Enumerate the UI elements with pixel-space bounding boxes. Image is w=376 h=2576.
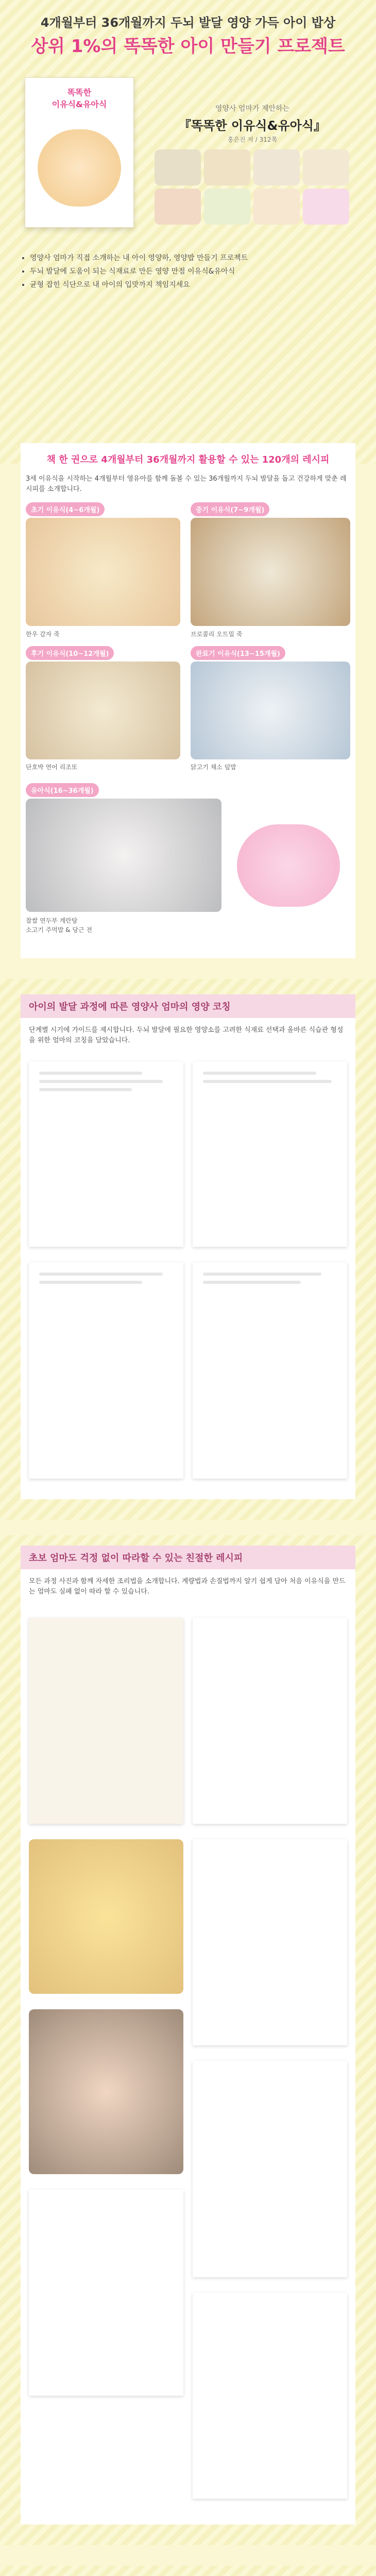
section-recipe-steps [21,1546,355,2524]
text-line [39,1072,142,1075]
text-line [39,1080,163,1083]
caption-5: 찹쌀 연두부 계란탕 [26,917,78,924]
hero-photo-5 [155,189,201,225]
stroller-illustration [237,824,340,907]
hero-line1: 4개월부터 36개월까지 두뇌 발달 영양 가득 아이 밥상 [40,15,336,30]
hero-photo-7 [253,189,300,225]
cover-photo [38,129,121,207]
hero-meta: 홍은진 저 / 312쪽 [227,136,278,143]
pumpkin-soup-photo [29,1839,183,1994]
toddler-meal-photo [29,2009,183,2174]
section-recipes [21,443,355,958]
caption-6: 소고기 주먹밥 & 당근 전 [26,926,92,934]
hero-photo-1 [155,149,201,185]
hero-photo-2 [204,149,250,185]
hero-section [0,0,376,464]
label-stage-2: 중기 이유식(7~9개월) [191,502,269,516]
hero-bullet: • 영양사 엄마가 직접 소개하는 내 아이 영양하, 영양밥 만들기 프로젝트 [30,252,365,263]
coaching-page-2 [193,1061,347,1247]
text-line [39,1281,142,1284]
text-line [39,1273,163,1276]
text-line [203,1080,332,1083]
recipe-photo-4 [191,662,350,759]
book-cover [25,77,134,228]
hero-photos [155,149,350,227]
label-stage-1: 초기 이유식(4~6개월) [26,502,105,516]
book-cover-title: 똑똑한 이유식&유아식 [52,88,107,109]
hero-bullet: • 두뇌 발달에 도움이 되는 식재료로 만든 영양 만점 이유식&유아식 [30,266,365,276]
text-line [203,1072,316,1075]
section-coaching [21,994,355,1499]
caption-3: 단호박 연어 리조또 [26,764,78,771]
caption-1: 한우 감자 죽 [26,631,60,638]
steps-page-1 [29,1618,183,1824]
text-line [203,1281,301,1284]
steps-page-6 [193,2293,347,2499]
coaching-page-3 [29,1262,183,1479]
recipe-photo-3 [26,662,180,759]
label-stage-4: 완료기 이유식(13~15개월) [191,646,285,660]
section1-title: 책 한 권으로 4개월부터 36개월까지 활용할 수 있는 120개의 레시피 [46,454,330,465]
caption-4: 닭고기 채소 덮밥 [191,764,236,771]
section3-title: 초보 엄마도 걱정 없이 따라할 수 있는 친절한 레시피 [21,1546,355,1569]
hero-photo-6 [204,189,250,225]
text-line [203,1273,321,1276]
hero-subtitle: 영양사 엄마가 제안하는 [215,105,290,113]
section-mealplan-bg [0,2566,376,2576]
steps-page-5 [29,2190,183,2396]
hero-line2: 상위 1%의 똑똑한 아이 만들기 프로젝트 [31,36,345,57]
label-stage-3: 후기 이유식(10~12개월) [26,646,114,660]
caption-2: 브로콜리 오트밀 죽 [191,631,243,638]
hero-photo-8 [303,189,349,225]
hero-photo-3 [253,149,300,185]
steps-page-4 [193,2061,347,2277]
steps-page-3 [193,1839,347,2045]
coaching-page-4 [193,1262,347,1479]
recipe-photo-2 [191,518,350,626]
section2-desc: 단계별 시기에 가이드를 제시합니다. 두뇌 발달에 필요한 영양소를 고려한 식재료 선택과 올바른 식습관 형성을 위한 엄마의 코칭을 담았습니다. [29,1026,344,1044]
section2-title: 아이의 발달 과정에 따른 영양사 엄마의 영양 코칭 [21,994,355,1018]
text-line [39,1088,132,1091]
recipe-photo-1 [26,518,180,626]
hero-title: 『똑똑한 이유식&유아식』 [179,118,326,133]
hero-bullet: • 균형 잡힌 식단으로 내 아이의 입맛까지 책임지세요 [30,279,365,290]
label-stage-5: 유아식(16~36개월) [26,783,99,797]
hero-bullets [21,249,365,293]
recipe-photo-5 [26,799,221,912]
coaching-page-1 [29,1061,183,1247]
hero-photo-4 [303,149,349,185]
steps-page-2 [193,1618,347,1824]
section3-desc: 모든 과정 사진과 함께 자세한 조리법을 소개합니다. 계량법과 손질법까지 알기 쉽게 담아 처음 이유식을 만드는 엄마도 실패 없이 따라 할 수 있습니다. [29,1578,346,1596]
section1-desc: 3세 이유식을 시작하는 4개월부터 영유아를 함께 돌볼 수 있는 36개월까지 두뇌 발달을 돕고 건강하게 맞춘 레시피를 소개합니다. [26,475,347,493]
